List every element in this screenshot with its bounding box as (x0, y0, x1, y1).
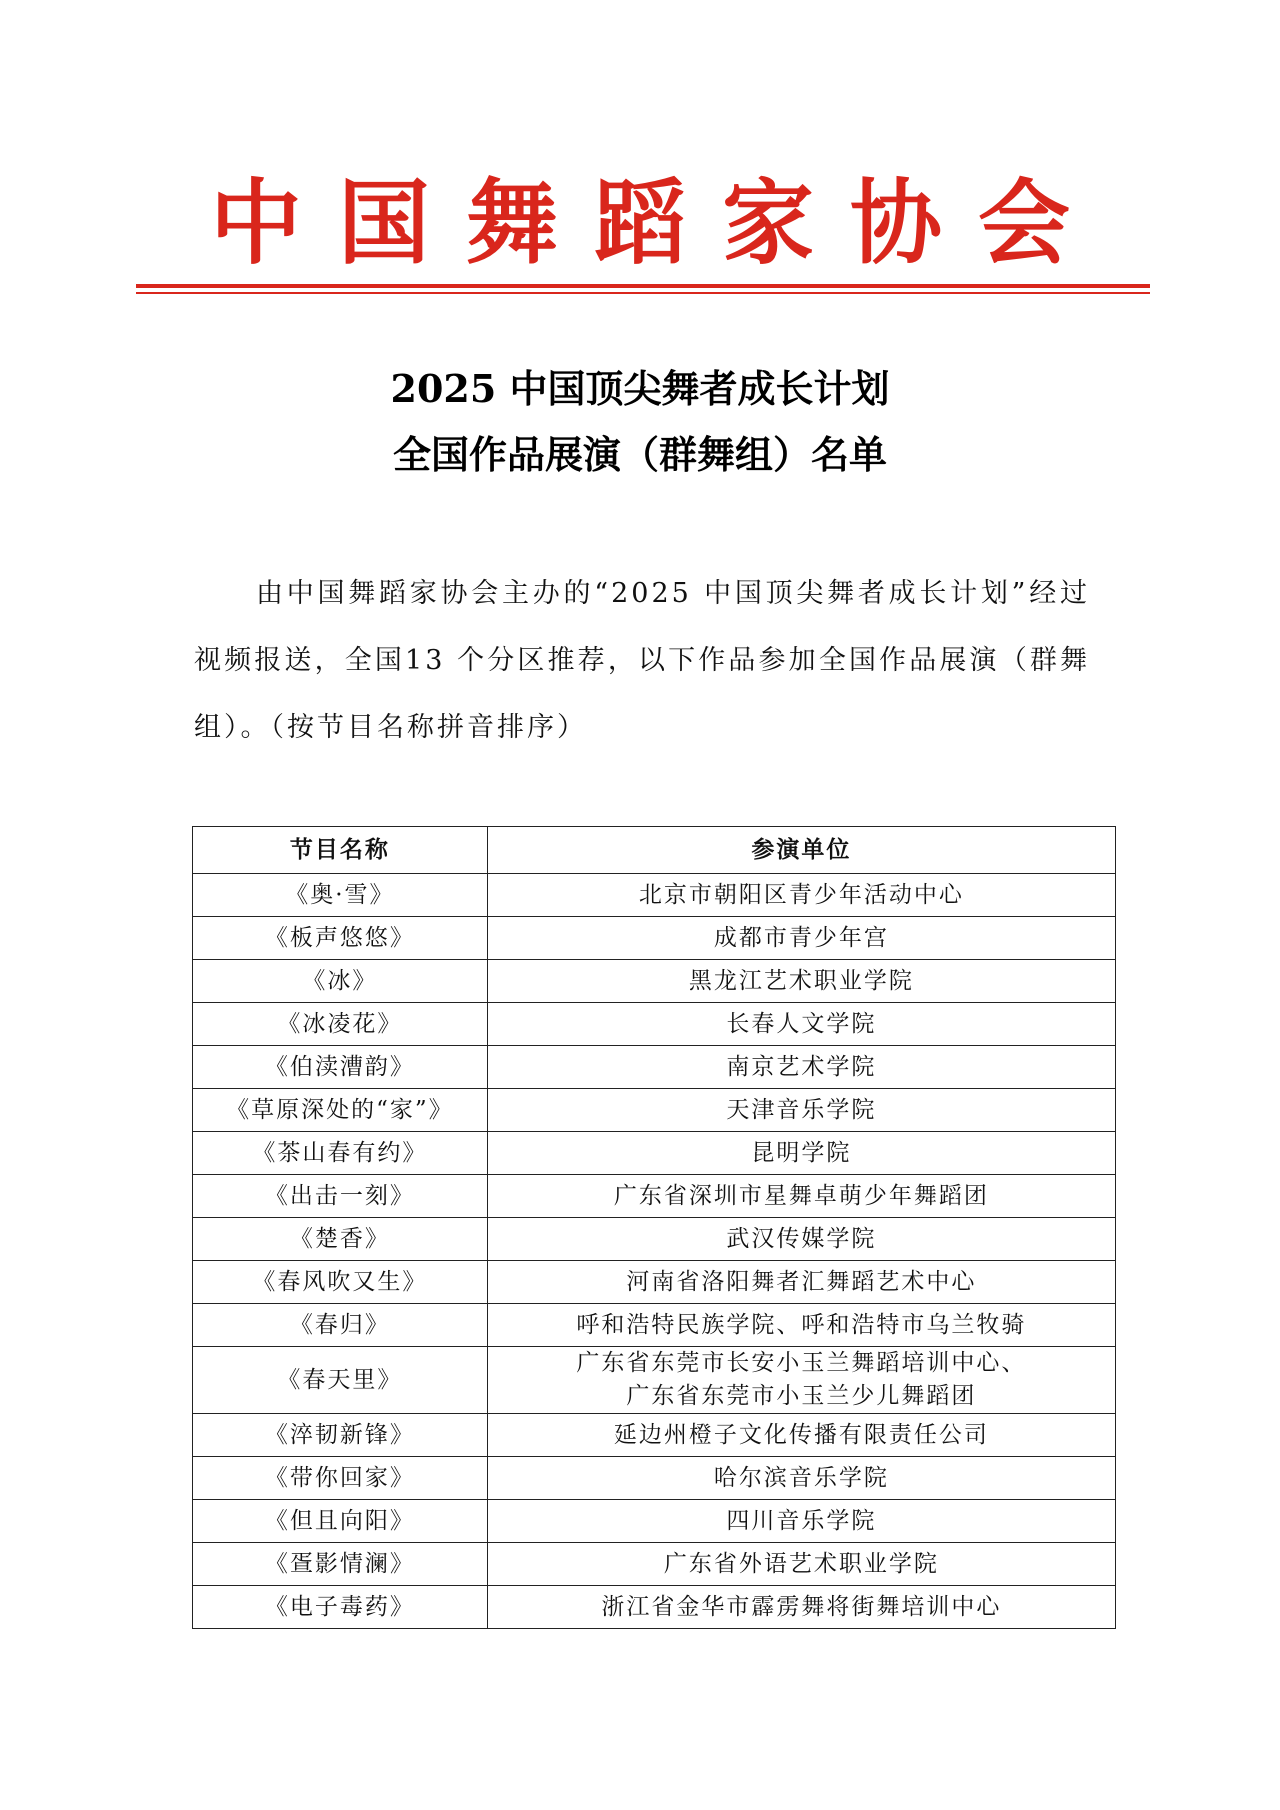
program-name: 《淬韧新锋》 (193, 1414, 488, 1457)
table-row (193, 1347, 1116, 1414)
program-name: 《春天里》 (193, 1347, 488, 1414)
participating-unit: 成都市青少年宫 (487, 917, 1115, 960)
table-row (193, 960, 1116, 1003)
table-row (193, 1543, 1116, 1586)
document-title (0, 356, 1280, 488)
participating-unit: 昆明学院 (487, 1132, 1115, 1175)
participating-unit: 长春人文学院 (487, 1003, 1115, 1046)
participating-unit: 南京艺术学院 (487, 1046, 1115, 1089)
table-row (193, 1046, 1116, 1089)
table-row (193, 1089, 1116, 1132)
participating-unit: 天津音乐学院 (487, 1089, 1115, 1132)
program-name: 《板声悠悠》 (193, 917, 488, 960)
program-name: 《疍影情澜》 (193, 1543, 488, 1586)
table-row (193, 1218, 1116, 1261)
table-row (193, 1586, 1116, 1629)
program-name: 《但且向阳》 (193, 1500, 488, 1543)
table-row (193, 1132, 1116, 1175)
participating-unit: 延边州橙子文化传播有限责任公司 (487, 1414, 1115, 1457)
table-row (193, 1414, 1116, 1457)
table-row (193, 1175, 1116, 1218)
program-name: 《冰凌花》 (193, 1003, 488, 1046)
program-name: 《电子毒药》 (193, 1586, 488, 1629)
header-rule-thick (136, 284, 1150, 288)
title-line-2: 全国作品展演（群舞组）名单 (392, 432, 887, 477)
program-name: 《草原深处的“家”》 (193, 1089, 488, 1132)
program-name: 《伯渎漕韵》 (193, 1046, 488, 1089)
participating-unit: 北京市朝阳区青少年活动中心 (487, 874, 1115, 917)
intro-paragraph: 由中国舞蹈家协会主办的“2025 中国顶尖舞者成长计划”经过视频报送，全国13 个分区推荐，以下作品参加全国作品展演（群舞组）。（按节目名称拼音排序） (194, 578, 1090, 743)
participating-unit: 黑龙江艺术职业学院 (487, 960, 1115, 1003)
program-name: 《冰》 (193, 960, 488, 1003)
table-row (193, 1304, 1116, 1347)
table-row (193, 874, 1116, 917)
participating-unit: 四川音乐学院 (487, 1500, 1115, 1543)
participating-unit: 浙江省金华市霹雳舞将街舞培训中心 (487, 1586, 1115, 1629)
participating-unit-line-2: 广东省东莞市小玉兰少儿舞蹈团 (626, 1383, 977, 1409)
program-name: 《春归》 (193, 1304, 488, 1347)
participating-unit: 哈尔滨音乐学院 (487, 1457, 1115, 1500)
table-header-row (193, 827, 1116, 874)
header-participating-unit: 参演单位 (487, 827, 1115, 874)
table-row (193, 1261, 1116, 1304)
program-name: 《出击一刻》 (193, 1175, 488, 1218)
program-name: 《楚香》 (193, 1218, 488, 1261)
program-table (192, 826, 1116, 1629)
program-name: 《带你回家》 (193, 1457, 488, 1500)
program-name: 《奥·雪》 (193, 874, 488, 917)
participating-unit-line-1: 广东省东莞市长安小玉兰舞蹈培训中心、 (576, 1350, 1027, 1376)
participating-unit: 广东省深圳市星舞卓萌少年舞蹈团 (487, 1175, 1115, 1218)
organization-header: 中国舞蹈家协会 (209, 169, 1106, 277)
participating-unit: 呼和浩特民族学院、呼和浩特市乌兰牧骑 (487, 1304, 1115, 1347)
table-row (193, 1500, 1116, 1543)
participating-unit: 武汉传媒学院 (487, 1218, 1115, 1261)
table-row (193, 1457, 1116, 1500)
title-line-1: 2025 中国顶尖舞者成长计划 (390, 366, 890, 411)
program-name: 《春风吹又生》 (193, 1261, 488, 1304)
table-row (193, 1003, 1116, 1046)
participating-unit: 河南省洛阳舞者汇舞蹈艺术中心 (487, 1261, 1115, 1304)
participating-unit: 广东省外语艺术职业学院 (487, 1543, 1115, 1586)
header-program-name: 节目名称 (193, 827, 488, 874)
header-rule-thin (136, 292, 1150, 294)
participating-unit-multi (487, 1347, 1115, 1414)
program-name: 《茶山春有约》 (193, 1132, 488, 1175)
table-row (193, 917, 1116, 960)
